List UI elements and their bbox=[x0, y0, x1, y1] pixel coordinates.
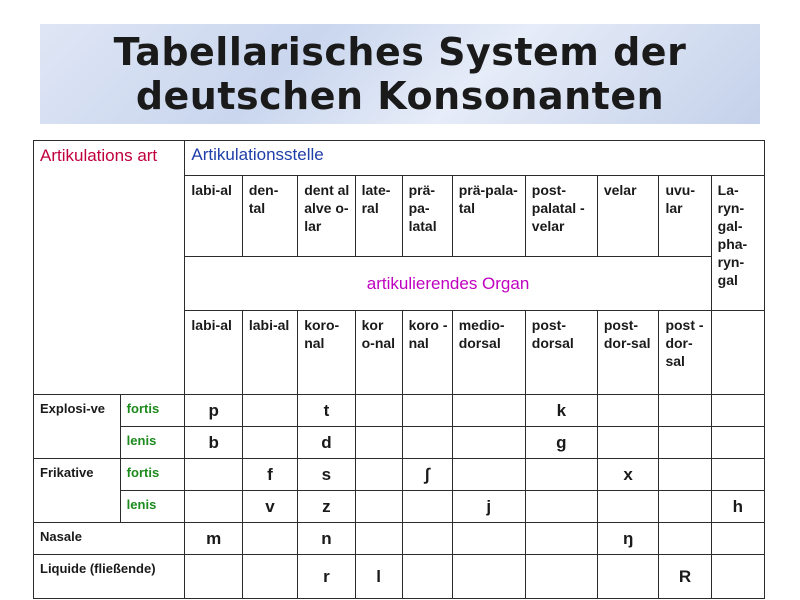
consonant-cell bbox=[355, 427, 402, 459]
consonant-table bbox=[33, 140, 765, 599]
title-banner bbox=[40, 24, 760, 124]
consonant-cell: k bbox=[525, 395, 597, 427]
consonant-cell bbox=[525, 523, 597, 555]
consonant-cell bbox=[525, 555, 597, 599]
organ-cell: labi-al bbox=[185, 311, 242, 395]
consonant-cell: d bbox=[298, 427, 355, 459]
consonant-cell bbox=[659, 395, 711, 427]
consonant-cell bbox=[452, 395, 525, 427]
consonant-cell: ŋ bbox=[597, 523, 659, 555]
consonant-cell bbox=[452, 459, 525, 491]
table-row bbox=[34, 427, 765, 459]
consonant-cell bbox=[402, 523, 452, 555]
manner-cell: Nasale bbox=[34, 523, 185, 555]
organ-cell: koro-nal bbox=[298, 311, 355, 395]
organ-header: artikulierendes Organ bbox=[185, 257, 711, 311]
consonant-cell bbox=[659, 459, 711, 491]
table-row bbox=[34, 523, 765, 555]
organ-cell: medio-dorsal bbox=[452, 311, 525, 395]
organ-cell: kor o-nal bbox=[355, 311, 402, 395]
consonant-cell bbox=[525, 459, 597, 491]
consonant-cell: s bbox=[298, 459, 355, 491]
organ-cell: post-dorsal bbox=[525, 311, 597, 395]
consonant-cell bbox=[242, 427, 297, 459]
consonant-cell bbox=[597, 555, 659, 599]
organ-cell: koro -nal bbox=[402, 311, 452, 395]
table-row bbox=[34, 491, 765, 523]
consonant-cell: m bbox=[185, 523, 242, 555]
place-cell-laryngal: La-ryn-gal-pha-ryn-gal bbox=[711, 176, 764, 311]
consonant-cell bbox=[659, 427, 711, 459]
header-row-1 bbox=[34, 141, 765, 176]
consonant-cell bbox=[597, 491, 659, 523]
consonant-cell bbox=[185, 459, 242, 491]
place-cell: prä-pala-tal bbox=[452, 176, 525, 257]
consonant-cell bbox=[711, 427, 764, 459]
consonant-cell: p bbox=[185, 395, 242, 427]
sub-manner-cell: lenis bbox=[120, 427, 185, 459]
consonant-cell bbox=[659, 491, 711, 523]
consonant-cell: g bbox=[525, 427, 597, 459]
organ-cell: post-dor-sal bbox=[597, 311, 659, 395]
consonant-cell: ∫ bbox=[402, 459, 452, 491]
consonant-cell bbox=[355, 459, 402, 491]
organ-cell: post -dor-sal bbox=[659, 311, 711, 395]
manner-cell: Liquide (fließende) bbox=[34, 555, 185, 599]
place-cell: labi-al bbox=[185, 176, 242, 257]
table-row bbox=[34, 459, 765, 491]
consonant-cell bbox=[452, 427, 525, 459]
consonant-cell bbox=[525, 491, 597, 523]
consonant-cell bbox=[597, 395, 659, 427]
consonant-cell: r bbox=[298, 555, 355, 599]
consonant-cell: b bbox=[185, 427, 242, 459]
place-cell: dent al alve o-lar bbox=[298, 176, 355, 257]
consonant-cell bbox=[185, 555, 242, 599]
consonant-cell bbox=[597, 427, 659, 459]
manner-cell: Explosi-ve bbox=[34, 395, 121, 459]
consonant-cell: l bbox=[355, 555, 402, 599]
sub-manner-cell: lenis bbox=[120, 491, 185, 523]
consonant-cell: h bbox=[711, 491, 764, 523]
consonant-cell bbox=[711, 523, 764, 555]
consonant-cell bbox=[402, 427, 452, 459]
table-row bbox=[34, 555, 765, 599]
consonant-cell: x bbox=[597, 459, 659, 491]
consonant-cell: z bbox=[298, 491, 355, 523]
consonant-cell bbox=[355, 491, 402, 523]
place-cell: den-tal bbox=[242, 176, 297, 257]
consonant-cell bbox=[402, 555, 452, 599]
title-line-2: deutschen Konsonanten bbox=[135, 74, 665, 118]
consonant-cell bbox=[185, 491, 242, 523]
consonant-cell bbox=[355, 523, 402, 555]
consonant-cell bbox=[711, 395, 764, 427]
consonant-cell bbox=[402, 395, 452, 427]
consonant-cell bbox=[402, 491, 452, 523]
consonant-cell: R bbox=[659, 555, 711, 599]
place-cell: uvu-lar bbox=[659, 176, 711, 257]
table-row bbox=[34, 395, 765, 427]
title-line-1: Tabellarisches System der bbox=[113, 30, 687, 74]
place-cell: velar bbox=[597, 176, 659, 257]
consonant-cell bbox=[659, 523, 711, 555]
consonant-cell bbox=[355, 395, 402, 427]
place-cell: post-palatal -velar bbox=[525, 176, 597, 257]
corner-cell: Artikulations art bbox=[34, 141, 185, 395]
consonant-cell: j bbox=[452, 491, 525, 523]
consonant-cell: t bbox=[298, 395, 355, 427]
consonant-cell: n bbox=[298, 523, 355, 555]
place-header: Artikulationsstelle bbox=[185, 141, 765, 176]
place-cell: late-ral bbox=[355, 176, 402, 257]
sub-manner-cell: fortis bbox=[120, 459, 185, 491]
consonant-cell bbox=[452, 555, 525, 599]
consonant-cell bbox=[242, 523, 297, 555]
manner-cell: Frikative bbox=[34, 459, 121, 523]
place-cell: prä-pa-latal bbox=[402, 176, 452, 257]
empty-cell bbox=[711, 311, 764, 395]
consonant-cell bbox=[711, 555, 764, 599]
consonant-cell bbox=[711, 459, 764, 491]
sub-manner-cell: fortis bbox=[120, 395, 185, 427]
consonant-cell: v bbox=[242, 491, 297, 523]
consonant-cell: f bbox=[242, 459, 297, 491]
consonant-cell bbox=[452, 523, 525, 555]
consonant-cell bbox=[242, 395, 297, 427]
organ-cell: labi-al bbox=[242, 311, 297, 395]
consonant-cell bbox=[242, 555, 297, 599]
